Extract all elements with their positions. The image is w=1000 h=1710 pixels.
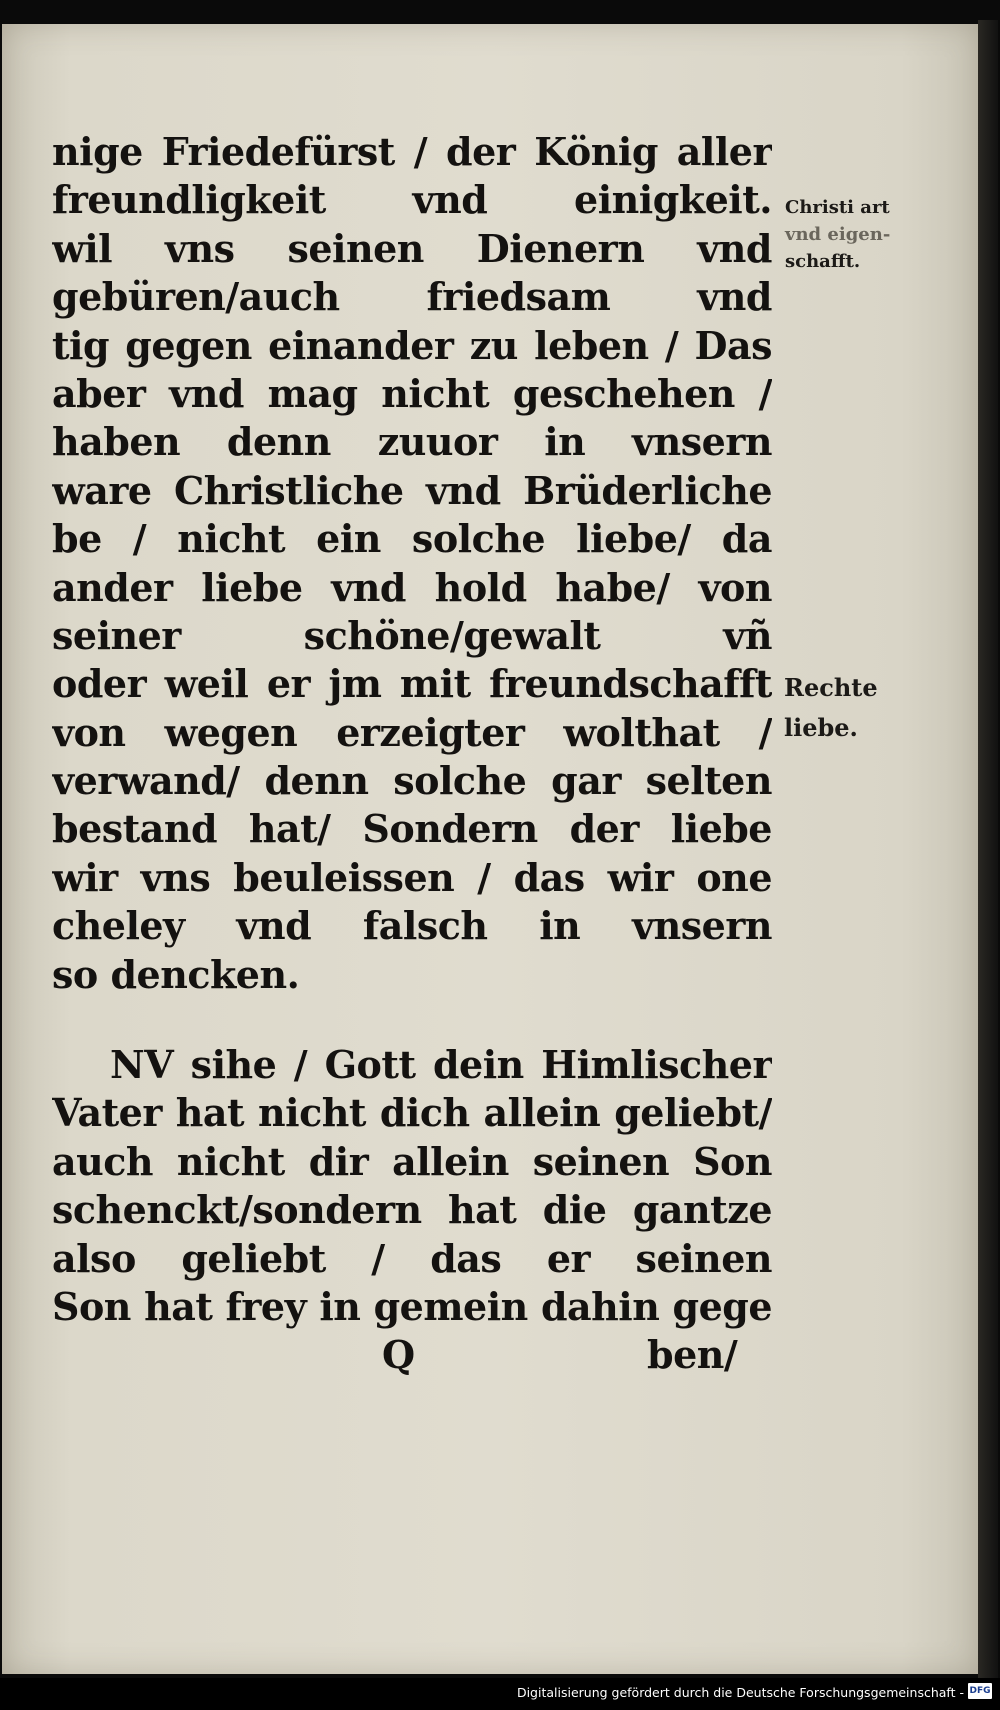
paragraph-1 [52,128,772,999]
catchword: ben/ [647,1332,738,1378]
text-line: tig gegen einander zu leben / Das [52,322,772,368]
text-line: aber vnd mag nicht geschehen / [52,370,772,416]
text-line: seiner schöne/gewalt vñ [52,612,772,658]
text-line: gebüren/auch friedsam vnd [52,274,772,320]
margin-note-rechte-liebe [784,668,914,748]
text-line: Vater hat nicht dich allein geliebt/ [52,1090,772,1136]
paragraph-2 [52,1041,772,1331]
text-line: oder weil er jm mit freundschafft [52,661,772,707]
margin-note-line: liebe. [784,713,858,742]
margin-note-christi-art [785,194,925,275]
text-line: haben denn zuuor in vnsern [52,419,772,465]
text-line: freundligkeit vnd einigkeit. [52,177,772,223]
text-line: wil vns seinen Dienern vnd [52,225,772,271]
text-line: bestand hat/ Sondern der liebe [52,806,772,852]
margin-note-line: Christi art [785,197,890,218]
text-line: von wegen erzeigter wolthat / [52,709,772,755]
page-edge-shadow [978,20,998,1678]
text-line: ware Christliche vnd Brüderliche [52,467,772,513]
text-line: wir vns beuleissen / das wir one [52,854,772,900]
text-line: be / nicht ein solche liebe/ da [52,516,772,562]
digitization-credit: Digitalisierung gefördert durch die Deutsche Forschungsgemeinschaft - [516,1685,964,1700]
margin-note-line: vnd eigen- [785,224,891,245]
text-line: verwand/ denn solche gar selten [52,758,772,804]
margin-note-line: schafft. [785,251,861,272]
text-line: also geliebt / das er seinen [52,1235,772,1281]
text-line: schenckt/sondern hat die gantze [52,1187,772,1233]
text-line: Son hat frey in gemein dahin gege [52,1283,772,1329]
text-line: NV sihe / Gott dein Himlischer [110,1042,772,1088]
margin-note-line: Rechte [784,673,878,702]
main-text-block [52,128,772,1380]
signature-line [52,1331,772,1379]
paragraph-gap [52,999,772,1041]
signature-mark: Q [382,1332,415,1378]
text-line: nige Friedefürst / der König aller [52,129,772,174]
dfg-logo: DFG [968,1683,992,1699]
text-line: auch nicht dir allein seinen Son [52,1138,772,1184]
text-line: ander liebe vnd hold habe/ von [52,564,772,610]
text-line: so dencken. [52,951,300,997]
text-line: cheley vnd falsch in vnsern [52,903,772,949]
